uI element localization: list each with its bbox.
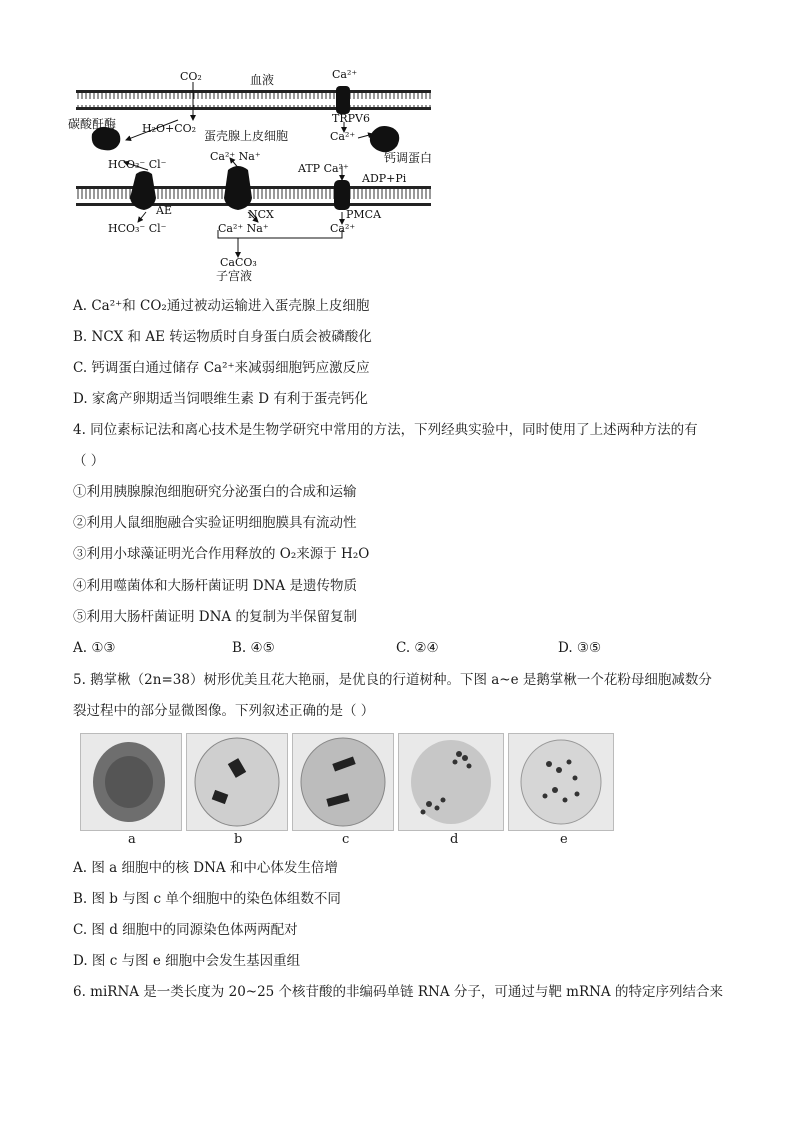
micrograph-a: [80, 733, 182, 831]
q5-option-d: D. 图 c 与图 e 细胞中会发生基因重组: [73, 953, 301, 969]
q4-stem: 4. 同位素标记法和离心技术是生物学研究中常用的方法，下列经典实验中，同时使用了上述两种方法的有: [73, 422, 698, 438]
ncx-label: NCX: [248, 208, 274, 221]
trpv6-label: TRPV6: [332, 112, 370, 125]
atp-ca-label: ATP Ca²⁺: [298, 162, 349, 175]
micrograph-label-a: a: [128, 832, 136, 847]
q5-option-b: B. 图 b 与图 c 单个细胞中的染色体组数不同: [73, 891, 341, 907]
pmca-label: PMCA: [346, 208, 382, 221]
basal-membrane: [76, 186, 431, 206]
adp-pi-label: ADP+Pi: [362, 172, 407, 185]
calmodulin-blob: [370, 126, 399, 152]
ca-top-label: Ca²⁺: [332, 68, 358, 81]
uterine-fluid-label: 子宫液: [216, 269, 253, 282]
calmodulin-label: 钙调蛋白: [384, 151, 433, 165]
micrograph-d: [398, 733, 504, 831]
q5-option-c: C. 图 d 细胞中的同源染色体两两配对: [73, 922, 298, 938]
q4-option-b: B. ④⑤: [232, 640, 275, 656]
q4-option-a: A. ①③: [73, 640, 116, 656]
q5-option-a: A. 图 a 细胞中的核 DNA 和中心体发生倍增: [73, 860, 338, 876]
micrograph-b: [186, 733, 288, 831]
shell-gland-cell-label: 蛋壳腺上皮细胞: [204, 129, 289, 143]
ncx-transporter: [224, 166, 252, 210]
micrograph-c: [292, 733, 394, 831]
ae-label: AE: [156, 204, 172, 217]
micrograph-label-e: e: [560, 832, 568, 847]
ca-na-bottom-label: Ca²⁺ Na⁺: [218, 222, 269, 235]
co2-label: CO₂: [180, 70, 202, 83]
q4-item-3: ③利用小球藻证明光合作用释放的 O₂来源于 H₂O: [73, 546, 370, 562]
pmca-pump: [334, 180, 350, 210]
carbonic-anhydrase-label: 碳酸酐酶: [68, 117, 117, 131]
q6-stem: 6. miRNA 是一类长度为 20~25 个核苷酸的非编码单链 RNA 分子，可通过与靶 mRNA 的特定序列结合来: [73, 984, 723, 1000]
q4-option-d: D. ③⑤: [558, 640, 602, 656]
q4-option-c: C. ②④: [396, 640, 439, 656]
micrograph-label-b: b: [234, 832, 243, 847]
hco3-cl-bottom-label: HCO₃⁻ Cl⁻: [108, 222, 167, 235]
h2o-co2-label: H₂O+CO₂: [142, 122, 197, 135]
q3-option-c: C. 钙调蛋白通过储存 Ca²⁺来减弱细胞钙应激反应: [73, 360, 370, 376]
q4-answer-blank: （ ）: [73, 453, 105, 469]
caco3-label: CaCO₃: [220, 256, 257, 269]
ca-bottom-label: Ca²⁺: [330, 222, 356, 235]
q5-stem-line1: 5. 鹅掌楸（2n=38）树形优美且花大艳丽，是优良的行道树种。下图 a~e 是鹅掌楸一个花粉母细胞减数分: [73, 672, 712, 688]
ae-transporter: [130, 171, 156, 210]
ion-transport-diagram: [68, 62, 438, 282]
q4-item-2: ②利用人鼠细胞融合实验证明细胞膜具有流动性: [73, 515, 357, 531]
hco3-cl-top-label: HCO₃⁻ Cl⁻: [108, 158, 167, 171]
ca-inner-label: Ca²⁺: [330, 130, 356, 143]
ca-na-top-label: Ca²⁺ Na⁺: [210, 150, 261, 163]
q4-item-1: ①利用胰腺腺泡细胞研究分泌蛋白的合成和运输: [73, 484, 357, 500]
trpv6-channel: [336, 86, 350, 114]
q3-option-d: D. 家禽产卵期适当饲喂维生素 D 有利于蛋壳钙化: [73, 391, 368, 407]
q4-item-5: ⑤利用大肠杆菌证明 DNA 的复制为半保留复制: [73, 609, 357, 625]
micrograph-e: [508, 733, 614, 831]
micrograph-label-d: d: [450, 832, 459, 847]
q5-stem-line2: 裂过程中的部分显微图像。下列叙述正确的是（ ）: [73, 703, 375, 719]
q4-item-4: ④利用噬菌体和大肠杆菌证明 DNA 是遗传物质: [73, 578, 357, 594]
q3-option-a: A. Ca²⁺和 CO₂通过被动运输进入蛋壳腺上皮细胞: [73, 298, 370, 314]
q3-option-b: B. NCX 和 AE 转运物质时自身蛋白质会被磷酸化: [73, 329, 372, 345]
micrograph-label-c: c: [342, 832, 350, 847]
blood-label: 血液: [250, 73, 275, 87]
apical-membrane: [76, 90, 431, 110]
